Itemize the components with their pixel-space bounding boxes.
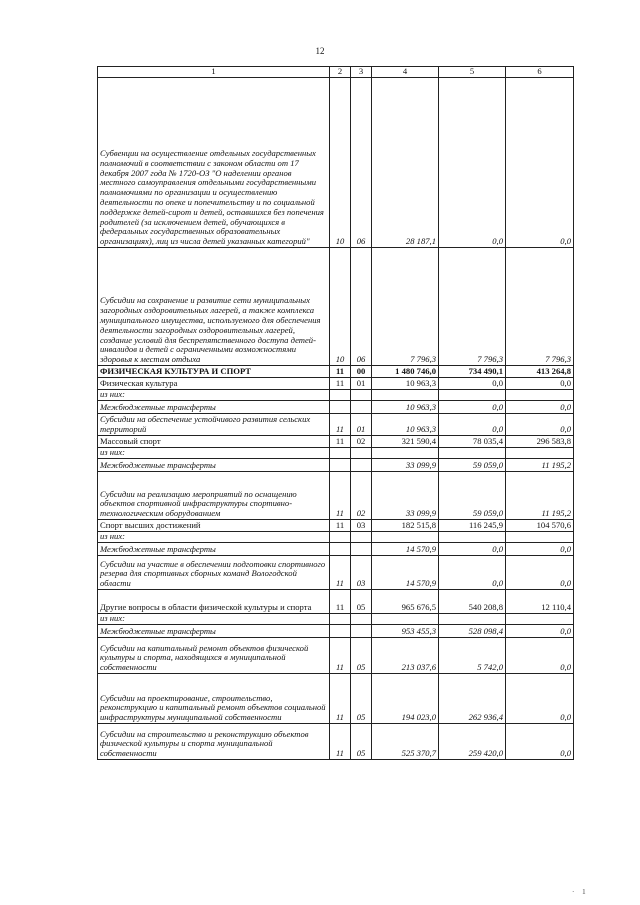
- section-code: 11: [330, 366, 351, 378]
- table-row: [98, 414, 574, 436]
- section-code: [330, 543, 351, 556]
- value-year1: 182 515,8: [372, 520, 439, 532]
- value-year1: 953 455,3: [372, 625, 439, 638]
- subsection-code: [351, 459, 372, 472]
- value-year2: 5 742,0: [439, 638, 506, 674]
- value-year2: 262 936,4: [439, 674, 506, 724]
- subsection-code: 05: [351, 724, 372, 760]
- section-code: [330, 448, 351, 459]
- section-code: [330, 401, 351, 414]
- subsection-code: [351, 614, 372, 625]
- subsection-code: [351, 401, 372, 414]
- value-year3: 0,0: [506, 378, 574, 390]
- table-row: [98, 556, 574, 590]
- corner-mark: · 1: [572, 888, 589, 896]
- table-row: [98, 674, 574, 724]
- value-year1: 28 187,1: [372, 78, 439, 248]
- header-cell: 1: [98, 67, 330, 78]
- table-row: [98, 472, 574, 520]
- value-year3: 12 110,4: [506, 590, 574, 614]
- header-cell: 6: [506, 67, 574, 78]
- row-label: Физическая культура: [98, 378, 330, 390]
- value-year2: 7 796,3: [439, 248, 506, 366]
- value-year2: 0,0: [439, 378, 506, 390]
- value-year2: [439, 532, 506, 543]
- value-year2: 78 035,4: [439, 436, 506, 448]
- row-label: Субсидии на проектирование, строительство, реконструкцию и капитальный ремонт объектов социальной инфраструктуры муниципальной собственности: [98, 674, 330, 724]
- value-year3: [506, 390, 574, 401]
- subsection-code: 02: [351, 436, 372, 448]
- value-year3: 296 583,8: [506, 436, 574, 448]
- section-code: 10: [330, 78, 351, 248]
- row-label: ФИЗИЧЕСКАЯ КУЛЬТУРА И СПОРТ: [98, 366, 330, 378]
- value-year1: 194 023,0: [372, 674, 439, 724]
- subsection-code: 03: [351, 556, 372, 590]
- section-code: 11: [330, 436, 351, 448]
- section-code: 11: [330, 378, 351, 390]
- value-year2: 0,0: [439, 543, 506, 556]
- subsection-code: 02: [351, 472, 372, 520]
- table-row: [98, 78, 574, 248]
- subsection-code: 01: [351, 414, 372, 436]
- value-year3: 0,0: [506, 414, 574, 436]
- table-header-row: [98, 67, 574, 78]
- value-year1: 965 676,5: [372, 590, 439, 614]
- value-year1: [372, 532, 439, 543]
- subsection-code: 03: [351, 520, 372, 532]
- value-year1: 10 963,3: [372, 378, 439, 390]
- subsection-code: [351, 625, 372, 638]
- subsection-code: [351, 448, 372, 459]
- row-label: Другие вопросы в области физической культуры и спорта: [98, 590, 330, 614]
- header-cell: 4: [372, 67, 439, 78]
- row-label: из них:: [98, 448, 330, 459]
- value-year2: 0,0: [439, 414, 506, 436]
- subsection-code: 05: [351, 590, 372, 614]
- row-label: из них:: [98, 390, 330, 401]
- value-year2: 0,0: [439, 556, 506, 590]
- row-label: Субсидии на реализацию мероприятий по оснащению объектов спортивной инфраструктуры спортивно-технологическим оборудованием: [98, 472, 330, 520]
- table-row: [98, 638, 574, 674]
- row-label: Межбюджетные трансферты: [98, 543, 330, 556]
- section-code: 11: [330, 674, 351, 724]
- value-year3: 0,0: [506, 625, 574, 638]
- row-label: Межбюджетные трансферты: [98, 625, 330, 638]
- value-year2: 59 059,0: [439, 459, 506, 472]
- header-cell: 2: [330, 67, 351, 78]
- row-label: Спорт высших достижений: [98, 520, 330, 532]
- table-row: [98, 248, 574, 366]
- value-year1: 10 963,3: [372, 401, 439, 414]
- row-label: Субсидии на участие в обеспечении подготовки спортивного резерва для спортивных сборных команд Вологодской области: [98, 556, 330, 590]
- header-cell: 5: [439, 67, 506, 78]
- section-code: 10: [330, 248, 351, 366]
- row-label: из них:: [98, 532, 330, 543]
- value-year3: 0,0: [506, 556, 574, 590]
- value-year3: 0,0: [506, 724, 574, 760]
- value-year2: [439, 614, 506, 625]
- value-year1: 7 796,3: [372, 248, 439, 366]
- value-year2: 540 208,8: [439, 590, 506, 614]
- section-code: 11: [330, 590, 351, 614]
- row-label: Межбюджетные трансферты: [98, 401, 330, 414]
- section-code: [330, 614, 351, 625]
- row-label: Субсидии на капитальный ремонт объектов физической культуры и спорта, находящихся в муниципальной собственности: [98, 638, 330, 674]
- value-year3: 0,0: [506, 674, 574, 724]
- value-year2: 0,0: [439, 78, 506, 248]
- section-code: [330, 459, 351, 472]
- section-code: [330, 625, 351, 638]
- value-year1: 1 480 746,0: [372, 366, 439, 378]
- page-number: 12: [315, 46, 325, 56]
- table-row: [98, 543, 574, 556]
- value-year2: 0,0: [439, 401, 506, 414]
- section-code: 11: [330, 472, 351, 520]
- value-year3: 104 570,6: [506, 520, 574, 532]
- value-year1: [372, 390, 439, 401]
- section-code: [330, 390, 351, 401]
- value-year1: 33 099,9: [372, 472, 439, 520]
- table-row: [98, 532, 574, 543]
- header-cell: 3: [351, 67, 372, 78]
- value-year3: 11 195,2: [506, 472, 574, 520]
- value-year3: 0,0: [506, 638, 574, 674]
- row-label: Субсидии на сохранение и развитие сети муниципальных загородных оздоровительных лагерей, а также комплекса муниципального имущества, используемого для обеспечения деятельности загородных оздоровительных лагерей, создание условий для беспрепятственного доступа детей-инвалидов и детей с ограниченными возможностями здоровья к местам отдыха: [98, 248, 330, 366]
- section-code: 11: [330, 638, 351, 674]
- row-label: Субвенции на осуществление отдельных государственных полномочий в соответствии с законом области от 17 декабря 2007 года № 1720-ОЗ "О наделении органов местного самоуправления отдельными государственными полномочиями по организации и осуществлению деятельности по опеке и попечительству и по социальной поддержке детей-сирот и детей, оставшихся без попечения родителей (за исключением детей, обучающихся в федеральных государственных образовательных организациях), лиц из числа детей указанных категорий": [98, 78, 330, 248]
- value-year3: 0,0: [506, 543, 574, 556]
- section-code: [330, 532, 351, 543]
- value-year1: 14 570,9: [372, 556, 439, 590]
- subsection-code: 01: [351, 378, 372, 390]
- subsection-code: [351, 543, 372, 556]
- value-year1: 33 099,9: [372, 459, 439, 472]
- subsection-code: [351, 390, 372, 401]
- table-row: [98, 724, 574, 760]
- table-row: [98, 590, 574, 614]
- budget-table: [97, 66, 574, 760]
- subsection-code: 06: [351, 78, 372, 248]
- value-year2: [439, 390, 506, 401]
- table-row: [98, 378, 574, 390]
- section-code: 11: [330, 724, 351, 760]
- subsection-code: 05: [351, 674, 372, 724]
- value-year1: 213 037,6: [372, 638, 439, 674]
- value-year3: 0,0: [506, 78, 574, 248]
- row-label: Субсидии на обеспечение устойчивого развития сельских территорий: [98, 414, 330, 436]
- value-year1: [372, 448, 439, 459]
- value-year3: 413 264,8: [506, 366, 574, 378]
- subsection-code: 05: [351, 638, 372, 674]
- subsection-code: 00: [351, 366, 372, 378]
- row-label: из них:: [98, 614, 330, 625]
- value-year2: 59 059,0: [439, 472, 506, 520]
- value-year3: [506, 532, 574, 543]
- value-year3: 11 195,2: [506, 459, 574, 472]
- table-row: [98, 436, 574, 448]
- section-code: 11: [330, 556, 351, 590]
- subsection-code: 06: [351, 248, 372, 366]
- value-year1: 321 590,4: [372, 436, 439, 448]
- subsection-code: [351, 532, 372, 543]
- table-row: [98, 366, 574, 378]
- table-row: [98, 520, 574, 532]
- row-label: Субсидии на строительство и реконструкцию объектов физической культуры и спорта муниципальной собственности: [98, 724, 330, 760]
- table-row: [98, 448, 574, 459]
- value-year3: 0,0: [506, 401, 574, 414]
- value-year1: 525 370,7: [372, 724, 439, 760]
- value-year1: [372, 614, 439, 625]
- row-label: Массовый спорт: [98, 436, 330, 448]
- value-year2: 734 490,1: [439, 366, 506, 378]
- table-row: [98, 614, 574, 625]
- row-label: Межбюджетные трансферты: [98, 459, 330, 472]
- section-code: 11: [330, 414, 351, 436]
- value-year3: 7 796,3: [506, 248, 574, 366]
- value-year3: [506, 614, 574, 625]
- value-year3: [506, 448, 574, 459]
- value-year1: 14 570,9: [372, 543, 439, 556]
- table-row: [98, 459, 574, 472]
- section-code: 11: [330, 520, 351, 532]
- value-year1: 10 963,3: [372, 414, 439, 436]
- value-year2: [439, 448, 506, 459]
- value-year2: 116 245,9: [439, 520, 506, 532]
- table-row: [98, 401, 574, 414]
- table-row: [98, 625, 574, 638]
- value-year2: 528 098,4: [439, 625, 506, 638]
- table-row: [98, 390, 574, 401]
- value-year2: 259 420,0: [439, 724, 506, 760]
